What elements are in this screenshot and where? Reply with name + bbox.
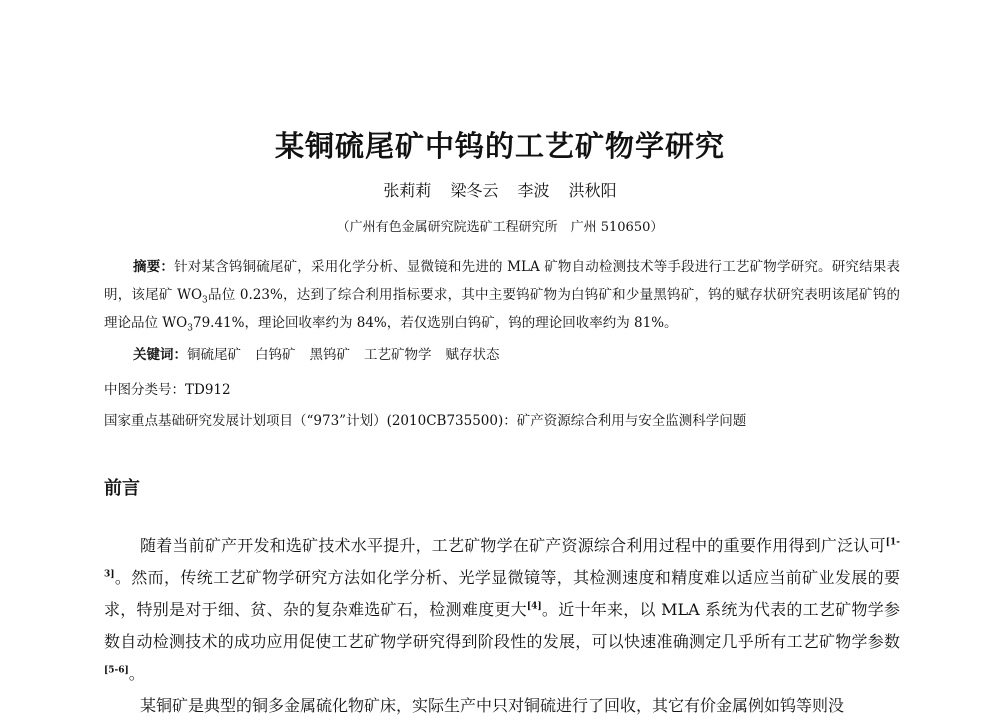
keywords-label: 关键词： <box>133 347 187 363</box>
author-name: 洪秋阳 <box>568 181 617 200</box>
classification-label: 中图分类号： <box>104 382 185 398</box>
keyword: 铜硫尾矿 <box>187 347 241 363</box>
citation: [4] <box>526 601 542 612</box>
author-list <box>0 180 1000 202</box>
body-text: 。近十年来，以 MLA 系统为代表的工艺矿物学参数自动检测技术的成功应用促使工艺矿物学研究得到阶段性的发展，可以快速准确测定几乎所有工艺矿物学参数 <box>104 600 900 651</box>
citation: [5-6] <box>104 665 129 676</box>
keyword: 黑钨矿 <box>309 347 350 363</box>
author-name: 李波 <box>517 181 550 200</box>
keyword: 白钨矿 <box>255 347 296 363</box>
classification-number <box>104 378 864 402</box>
subscript: 3 <box>187 323 193 334</box>
abstract-text: 79.41%，理论回收率约为 84%，若仅选别白钨矿，钨的理论回收率约为 81%。 <box>192 315 678 331</box>
subscript: 3 <box>202 295 208 306</box>
body-paragraph: 某铜矿是典型的铜多金属硫化物矿床，实际生产中只对铜硫进行了回收，其它有价金属例如钨等则没 <box>140 696 845 715</box>
keywords <box>133 343 893 367</box>
keyword: 工艺矿物学 <box>364 347 432 363</box>
paper-title: 某铜硫尾矿中钨的工艺矿物学研究 <box>274 129 725 163</box>
body-paragraph <box>104 530 900 690</box>
abstract <box>104 253 900 337</box>
keyword: 赋存状态 <box>445 347 500 363</box>
body-text: 。 <box>128 664 145 683</box>
body-text: 。然而，传统工艺矿物学研究方法如化学分析、光学显微镜等，其检测速度和精度难以适应当前矿业发展的要求，特别是对于细、贫、杂的复杂难选矿石，检测难度更大 <box>104 568 900 619</box>
author-name: 张莉莉 <box>383 181 432 200</box>
section-heading: 前言 <box>104 478 140 499</box>
abstract-label: 摘要： <box>133 259 175 275</box>
classification-value: TD912 <box>185 382 231 398</box>
author-name: 梁冬云 <box>450 181 499 200</box>
funding-note: 国家重点基础研究发展计划项目（“973”计划）(2010CB735500)：矿产资源综合利用与安全监测科学问题 <box>104 413 747 429</box>
abstract-text: 品位 0.23%，达到了综合利用指标要求，其中主要钨矿物为白钨矿和少量黑钨矿，钨的赋存状研究表明该尾矿钨的理论品位 WO <box>104 287 900 331</box>
affiliation: （广州有色金属研究院选矿工程研究所 广州 510650） <box>336 220 664 235</box>
section-body <box>104 530 900 720</box>
body-text: 随着当前矿产开发和选矿技术水平提升，工艺矿物学在矿产资源综合利用过程中的重要作用得到广泛认可 <box>140 536 886 555</box>
citation: [1-3] <box>104 537 900 580</box>
abstract-text: 针对某含钨铜硫尾矿，采用化学分析、显微镜和先进的 MLA 矿物自动检测技术等手段进行工艺矿物学研究。研究结果表明，该尾矿 WO <box>104 259 900 303</box>
